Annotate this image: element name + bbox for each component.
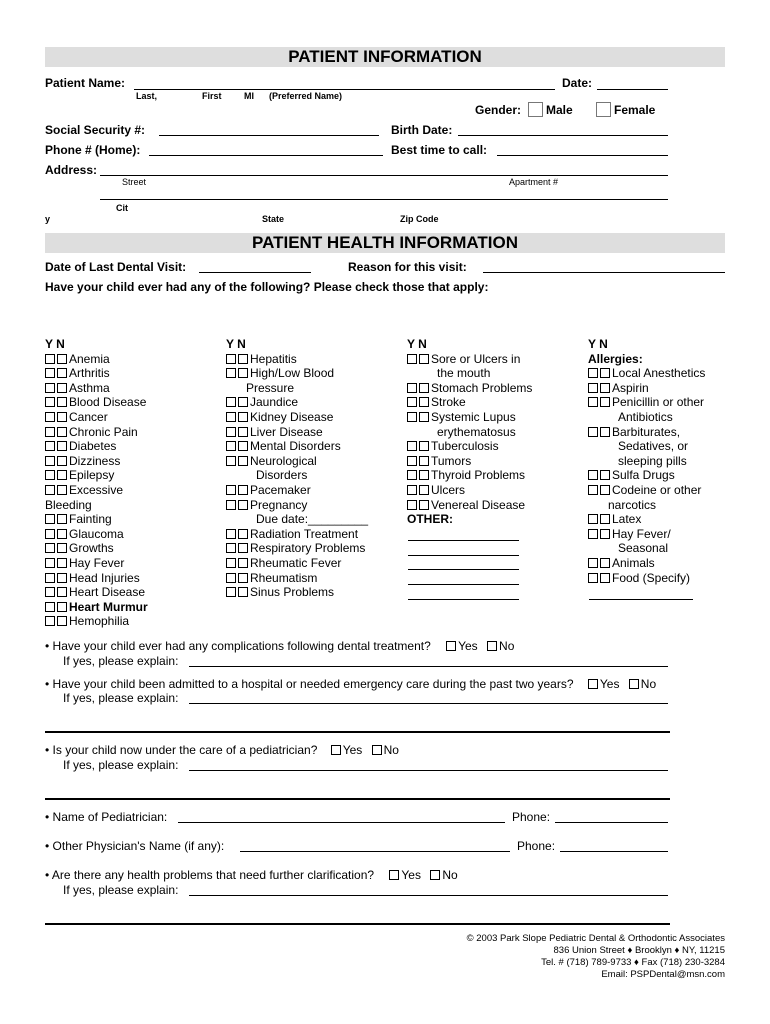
condition-item[interactable]: Stomach Problems [407, 381, 532, 396]
condition-item[interactable]: Neurological [226, 454, 368, 469]
condition-item[interactable]: Hepatitis [226, 352, 368, 367]
allergy-item[interactable]: Latex [588, 512, 705, 527]
condition-item[interactable]: Glaucoma [45, 527, 148, 542]
birth-date-label: Birth Date: [391, 123, 453, 137]
explain-field[interactable] [189, 770, 668, 771]
name-part-first: First [202, 91, 222, 101]
allergy-item[interactable]: Penicillin or other [588, 395, 705, 410]
allergy-continuation: Antibiotics [618, 409, 673, 424]
allergy-item[interactable]: Aspirin [588, 381, 705, 396]
condition-item[interactable]: Sinus Problems [226, 585, 368, 600]
patient-name-label: Patient Name: [45, 76, 126, 90]
allergy-item[interactable]: Animals [588, 556, 705, 571]
condition-item[interactable]: Venereal Disease [407, 498, 532, 513]
condition-item[interactable]: Head Injuries [45, 571, 148, 586]
divider [45, 923, 670, 925]
birth-date-field[interactable] [458, 135, 668, 136]
condition-item[interactable]: Blood Disease [45, 395, 148, 410]
other-label: OTHER: [407, 512, 453, 527]
condition-item[interactable]: Tumors [407, 454, 532, 469]
other-field-2[interactable] [408, 555, 519, 556]
explain-field[interactable] [189, 895, 668, 896]
footer-phone-fax: Tel. # (718) 789-9733 ♦ Fax (718) 230-3284 [541, 957, 725, 968]
ssn-label: Social Security #: [45, 123, 146, 137]
allergy-continuation: Seasonal [618, 541, 669, 556]
condition-item[interactable]: Mental Disorders [226, 439, 368, 454]
no-checkbox[interactable]: No [372, 743, 399, 757]
allergy-item[interactable]: Food (Specify) [588, 571, 705, 586]
condition-item[interactable]: Hay Fever [45, 556, 148, 571]
yn-header: Y N [588, 337, 608, 351]
state-label: State [262, 214, 285, 224]
other-field-3[interactable] [408, 569, 519, 570]
condition-item[interactable]: Rheumatic Fever [226, 556, 368, 571]
phone-home-field[interactable] [149, 155, 383, 156]
checklist-prompt: Have your child ever had any of the following? Please check those that apply: [45, 280, 489, 294]
condition-item[interactable]: High/Low Blood [226, 366, 368, 381]
pediatrician-phone-field[interactable] [555, 822, 668, 823]
question-clarification: • Are there any health problems that need further clarification? Yes No [45, 868, 458, 882]
reason-label: Reason for this visit: [348, 260, 467, 274]
condition-item[interactable]: Respiratory Problems [226, 541, 368, 556]
condition-column-3 [407, 337, 532, 527]
allergy-item[interactable]: Codeine or other [588, 483, 705, 498]
pediatrician-name-row: • Name of Pediatrician: [45, 810, 168, 824]
explain-label: If yes, please explain: [63, 691, 179, 705]
apartment-label: Apartment # [509, 177, 559, 187]
street-label: Street [122, 177, 147, 187]
condition-item[interactable]: Heart Disease [45, 585, 148, 600]
yes-checkbox[interactable]: Yes [446, 639, 478, 653]
divider [45, 731, 670, 733]
col1-list [45, 352, 148, 600]
city-state-zip-field[interactable] [100, 199, 668, 200]
explain-label: If yes, please explain: [63, 758, 179, 772]
condition-item[interactable]: Pregnancy [226, 498, 368, 513]
name-part-last: Last, [136, 91, 158, 101]
other-physician-phone-field[interactable] [560, 851, 668, 852]
condition-item[interactable]: Arthritis [45, 366, 148, 381]
explain-field[interactable] [189, 703, 668, 704]
phone-home-label: Phone # (Home): [45, 143, 141, 157]
name-part-preferred: (Preferred Name) [269, 91, 343, 101]
condition-item[interactable]: Liver Disease [226, 425, 368, 440]
condition-item[interactable]: Hemophilia [45, 614, 148, 629]
female-label: Female [614, 103, 656, 117]
allergy-continuation: Sedatives, or [618, 439, 689, 454]
patient-information-title: PATIENT INFORMATION [45, 47, 725, 67]
street-field[interactable] [100, 175, 668, 176]
condition-item[interactable]: Asthma [45, 381, 148, 396]
allergy-continuation: narcotics [608, 497, 657, 512]
last-visit-label: Date of Last Dental Visit: [45, 260, 187, 274]
reason-field[interactable] [483, 272, 725, 273]
date-field[interactable] [597, 89, 668, 90]
condition-item[interactable]: Growths [45, 541, 148, 556]
condition-item[interactable]: Radiation Treatment [226, 527, 368, 542]
condition-item[interactable]: Stroke [407, 395, 532, 410]
condition-item[interactable]: Diabetes [45, 439, 148, 454]
yn-header: Y N [226, 337, 246, 351]
condition-item[interactable]: Rheumatism [226, 571, 368, 586]
other-field-1[interactable] [408, 540, 519, 541]
condition-continuation: the mouth [437, 366, 491, 381]
condition-continuation: erythematosus [437, 424, 516, 439]
no-checkbox[interactable]: No [629, 677, 656, 691]
allergies-label: Allergies: [588, 351, 643, 366]
patient-name-field[interactable] [134, 89, 555, 90]
allergy-item[interactable]: Local Anesthetics [588, 366, 705, 381]
last-visit-field[interactable] [199, 272, 311, 273]
condition-item[interactable]: Thyroid Problems [407, 468, 532, 483]
condition-item[interactable]: Fainting [45, 512, 148, 527]
condition-column-1 [45, 337, 148, 629]
male-label: Male [546, 103, 573, 117]
no-checkbox[interactable]: No [487, 639, 514, 653]
condition-item[interactable]: Systemic Lupus [407, 410, 532, 425]
best-time-label: Best time to call: [391, 143, 488, 157]
gender-label: Gender: [475, 103, 522, 117]
explain-label: If yes, please explain: [63, 883, 179, 897]
phone-label: Phone: [512, 810, 551, 824]
yes-checkbox[interactable]: Yes [588, 677, 620, 691]
explain-field[interactable] [189, 666, 668, 667]
due-date-field[interactable]: Due date:_________ [256, 512, 369, 527]
allergy-item[interactable]: Sulfa Drugs [588, 468, 705, 483]
condition-item[interactable]: Pacemaker [226, 483, 368, 498]
ssn-field[interactable] [159, 135, 379, 136]
yes-checkbox[interactable]: Yes [389, 868, 421, 882]
condition-item[interactable]: Anemia [45, 352, 148, 367]
no-checkbox[interactable]: No [430, 868, 457, 882]
condition-item[interactable]: Chronic Pain [45, 425, 148, 440]
explain-label: If yes, please explain: [63, 654, 179, 668]
pediatrician-name-field[interactable] [178, 822, 505, 823]
address-label: Address: [45, 163, 98, 177]
yn-header: Y N [407, 337, 427, 351]
allergy-item[interactable]: Barbiturates, [588, 425, 705, 440]
condition-continuation: Disorders [256, 468, 308, 483]
condition-item[interactable]: Sore or Ulcers in [407, 352, 532, 367]
footer-email: Email: PSPDental@msn.com [601, 969, 725, 980]
allergy-column [588, 337, 705, 585]
footer-address: 836 Union Street ♦ Brooklyn ♦ NY, 11215 [553, 945, 725, 956]
condition-continuation: Bleeding [45, 497, 92, 512]
other-field-4[interactable] [408, 584, 519, 585]
condition-item[interactable]: Cancer [45, 410, 148, 425]
other-field-5[interactable] [408, 599, 519, 600]
condition-item[interactable]: Jaundice [226, 395, 368, 410]
male-checkbox[interactable] [528, 101, 543, 119]
condition-item[interactable]: Excessive [45, 483, 148, 498]
condition-item[interactable]: Heart Murmur [45, 600, 148, 615]
condition-column-2 [226, 337, 368, 600]
city-label-top: Cit [116, 203, 128, 213]
yes-checkbox[interactable]: Yes [331, 743, 363, 757]
footer [467, 933, 725, 981]
divider [45, 798, 670, 800]
food-specify-field[interactable] [589, 599, 693, 600]
other-physician-row: • Other Physician's Name (if any): [45, 839, 225, 853]
footer-copyright: © 2003 Park Slope Pediatric Dental & Orthodontic Associates [466, 933, 725, 944]
female-checkbox[interactable] [596, 101, 611, 119]
question-pediatrician-care: • Is your child now under the care of a pediatrician? Yes No [45, 743, 399, 757]
yn-header: Y N [45, 337, 65, 351]
health-information-title: PATIENT HEALTH INFORMATION [45, 233, 725, 253]
condition-item[interactable]: Kidney Disease [226, 410, 368, 425]
question-hospital: • Have your child been admitted to a hospital or needed emergency care during the past two years? Yes No [45, 677, 657, 691]
phone-label: Phone: [517, 839, 556, 853]
other-physician-field[interactable] [240, 851, 510, 852]
condition-item[interactable]: Dizziness [45, 454, 148, 469]
question-complications: • Have your child ever had any complications following dental treatment? Yes No [45, 639, 515, 653]
condition-item[interactable]: Ulcers [407, 483, 532, 498]
condition-continuation: Pressure [246, 380, 295, 395]
city-label-bottom: y [45, 214, 51, 224]
date-label: Date: [562, 76, 593, 90]
condition-item[interactable]: Tuberculosis [407, 439, 532, 454]
allergy-item[interactable]: Hay Fever/ [588, 527, 705, 542]
name-part-mi: MI [244, 91, 254, 101]
best-time-field[interactable] [497, 155, 668, 156]
zip-label: Zip Code [400, 214, 439, 224]
condition-item[interactable]: Epilepsy [45, 468, 148, 483]
allergy-continuation: sleeping pills [618, 453, 687, 468]
